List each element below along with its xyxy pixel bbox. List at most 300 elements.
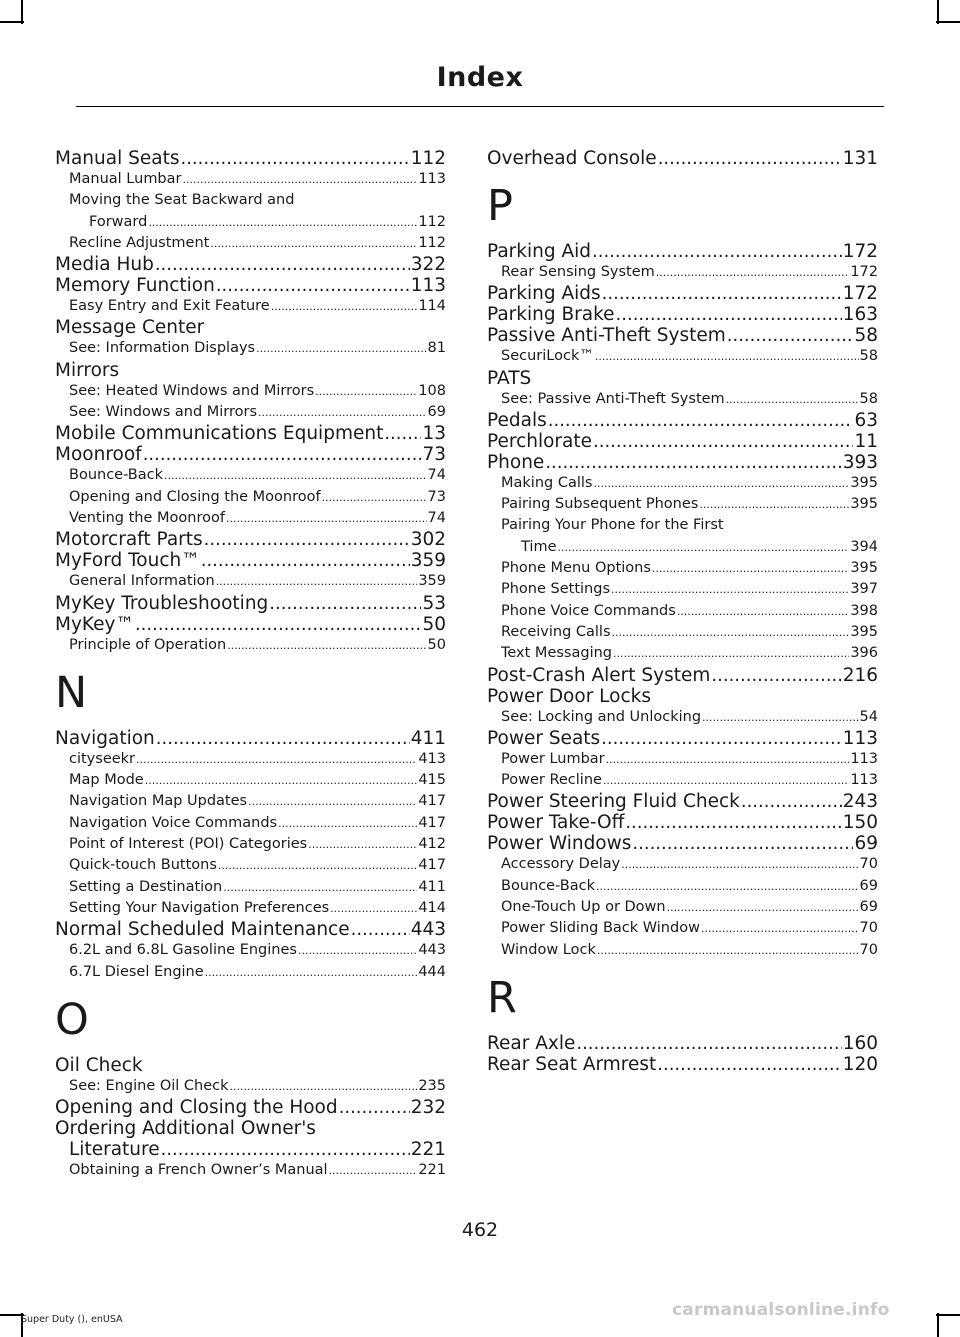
dot-leader <box>545 452 841 473</box>
entry-term: Literature <box>69 1139 160 1161</box>
dot-leader <box>216 571 418 592</box>
entry-page-number: 70 <box>859 856 878 873</box>
crop-mark-bottom-right-h <box>936 1314 960 1316</box>
entry-page-number: 394 <box>850 538 878 555</box>
index-subentry[interactable] <box>487 770 878 791</box>
entry-term: Obtaining a French Owner’s Manual <box>69 1162 328 1179</box>
dot-leader <box>258 402 427 423</box>
dot-leader <box>298 940 417 961</box>
index-subentry[interactable] <box>55 571 446 592</box>
index-subentry[interactable] <box>55 813 446 834</box>
dot-leader <box>701 918 859 939</box>
entry-page-number: 243 <box>842 791 878 813</box>
dot-leader <box>223 877 417 898</box>
index-entry[interactable] <box>487 665 878 686</box>
section-letter: P <box>487 181 513 231</box>
index-column-right <box>487 148 878 1075</box>
entry-page-number: 235 <box>418 1077 446 1094</box>
entry-term: Rear Sensing System <box>501 264 655 280</box>
entry-page-number: 359 <box>410 550 446 572</box>
dot-leader <box>593 431 853 452</box>
dot-leader <box>210 233 417 254</box>
index-subentry[interactable] <box>487 749 878 770</box>
index-subentry[interactable] <box>55 508 446 529</box>
entry-term: Bounce-Back <box>501 877 596 894</box>
entry-page-number: 112 <box>418 234 446 251</box>
index-entry[interactable] <box>55 275 446 296</box>
index-heading: Ordering Additional Owner's <box>55 1118 316 1140</box>
index-entry[interactable] <box>55 550 446 571</box>
index-subentry-continued[interactable] <box>487 537 878 558</box>
dot-leader <box>136 749 417 770</box>
index-subentry[interactable] <box>55 770 446 791</box>
entry-page-number: 443 <box>418 942 446 959</box>
dot-leader <box>611 579 849 600</box>
entry-page-number: 108 <box>418 382 446 399</box>
entry-term: Rear Axle <box>487 1032 576 1054</box>
dot-leader <box>606 749 850 770</box>
dot-leader <box>155 254 410 275</box>
index-entry[interactable] <box>55 919 446 940</box>
index-subentry[interactable] <box>487 262 878 283</box>
entry-term: See: Passive Anti-Theft System <box>501 390 725 407</box>
index-entry[interactable] <box>55 728 446 749</box>
dot-leader <box>548 410 854 431</box>
dot-leader <box>677 601 850 622</box>
entry-page-number: 417 <box>418 857 446 874</box>
section-letter: N <box>55 667 88 718</box>
index-entry[interactable] <box>487 283 878 304</box>
entry-page-number: 58 <box>859 348 878 365</box>
dot-leader <box>226 508 427 529</box>
entry-page-number: 411 <box>418 878 446 895</box>
entry-page-number: 395 <box>850 474 878 491</box>
index-heading: Power Door Locks <box>487 685 652 707</box>
dot-leader <box>632 833 853 854</box>
index-subentry[interactable] <box>55 898 446 919</box>
index-subentry-continued[interactable] <box>55 212 446 233</box>
entry-term: One-Touch Up or Down <box>501 899 666 916</box>
index-entry[interactable] <box>487 791 878 812</box>
entry-page-number: 131 <box>842 148 878 169</box>
index-heading: PATS <box>487 367 532 389</box>
entry-page-number: 359 <box>418 573 446 590</box>
dot-leader <box>726 389 859 410</box>
index-entry[interactable] <box>487 1033 878 1054</box>
entry-page-number: 395 <box>850 496 878 513</box>
page-title: Index <box>436 62 524 93</box>
dot-leader <box>248 791 417 812</box>
index-subentry[interactable] <box>55 402 446 423</box>
dot-leader <box>658 148 842 169</box>
entry-page-number: 172 <box>842 241 878 262</box>
entry-page-number: 412 <box>418 836 446 853</box>
entry-page-number: 395 <box>850 623 878 640</box>
entry-page-number: 160 <box>842 1032 878 1054</box>
entry-page-number: 81 <box>427 340 446 357</box>
index-column-left <box>55 148 446 1181</box>
entry-term: Easy Entry and Exit Feature <box>69 298 270 315</box>
index-entry[interactable] <box>487 241 878 262</box>
entry-page-number: 73 <box>422 444 446 466</box>
index-heading: Message Center <box>55 317 205 339</box>
dot-leader <box>699 494 849 515</box>
entry-term: Recline Adjustment <box>69 234 210 251</box>
entry-page-number: 69 <box>859 877 878 894</box>
entry-page-number: 113 <box>842 727 878 749</box>
index-entry[interactable] <box>55 614 446 635</box>
index-subentry[interactable] <box>55 940 446 961</box>
dot-leader <box>329 1160 418 1181</box>
entry-page-number: 150 <box>842 812 878 834</box>
entry-term: SecuriLock™ <box>501 348 594 365</box>
index-subentry[interactable] <box>487 622 878 643</box>
entry-page-number: 322 <box>410 254 446 276</box>
entry-page-number: 13 <box>422 423 446 445</box>
dot-leader <box>183 169 418 190</box>
entry-term: Making Calls <box>501 474 593 491</box>
entry-term: Setting Your Navigation Preferences <box>69 899 330 916</box>
entry-term: Parking Aid <box>487 241 592 262</box>
page-number: 462 <box>461 1219 499 1241</box>
entry-term: Power Recline <box>501 772 602 789</box>
index-subentry[interactable] <box>55 791 446 812</box>
index-subentry[interactable] <box>55 749 446 770</box>
entry-page-number: 396 <box>850 645 878 662</box>
crop-mark-top-left-h <box>0 21 24 23</box>
entry-term: Navigation Voice Commands <box>69 814 278 831</box>
entry-term: MyKey™ <box>55 613 134 635</box>
dot-leader <box>143 444 422 465</box>
entry-page-number: 417 <box>418 814 446 831</box>
index-subentry[interactable] <box>55 381 446 402</box>
entry-page-number: 414 <box>418 899 446 916</box>
index-subentry[interactable] <box>487 473 878 494</box>
index-entry[interactable] <box>487 410 878 431</box>
entry-term: Manual Seats <box>55 148 180 169</box>
entry-term: See: Engine Oil Check <box>69 1077 229 1094</box>
entry-page-number: 397 <box>850 581 878 598</box>
dot-leader <box>322 487 427 508</box>
index-subentry[interactable] <box>487 940 878 961</box>
index-subentry[interactable] <box>55 338 446 359</box>
index-entry[interactable] <box>55 593 446 614</box>
entry-term: Text Messaging <box>501 645 612 662</box>
dot-leader <box>269 593 421 614</box>
entry-page-number: 69 <box>859 899 878 916</box>
entry-term: Navigation Map Updates <box>69 793 248 810</box>
entry-page-number: 58 <box>859 390 878 407</box>
index-subentry[interactable] <box>487 854 878 875</box>
dot-leader <box>592 241 842 262</box>
entry-term: Media Hub <box>55 254 154 276</box>
entry-term: Phone Menu Options <box>501 560 651 577</box>
section-letter: R <box>487 972 517 1023</box>
dot-leader <box>351 919 410 940</box>
entry-page-number: 70 <box>859 941 878 958</box>
index-entry[interactable] <box>55 529 446 550</box>
entry-page-number: 411 <box>410 727 446 749</box>
entry-term: Navigation <box>55 727 155 749</box>
entry-page-number: 398 <box>850 602 878 619</box>
index-subentry[interactable] <box>487 346 878 367</box>
index-subentry[interactable] <box>55 855 446 876</box>
entry-term: Phone Settings <box>501 581 610 598</box>
dot-leader <box>597 940 859 961</box>
dot-leader <box>602 283 842 304</box>
dot-leader <box>593 473 849 494</box>
dot-leader <box>603 770 849 791</box>
index-heading: Oil Check <box>55 1054 143 1076</box>
index-entry[interactable] <box>487 812 878 833</box>
index-subentry[interactable] <box>487 601 878 622</box>
dot-leader <box>216 275 410 296</box>
entry-page-number: 113 <box>410 275 446 297</box>
entry-page-number: 163 <box>842 304 878 326</box>
index-subentry[interactable] <box>55 465 446 486</box>
index-subentry[interactable] <box>55 962 446 983</box>
entry-page-number: 443 <box>410 919 446 941</box>
entry-term: See: Locking and Unlocking <box>501 708 702 725</box>
dot-leader <box>271 296 418 317</box>
entry-term: Mobile Communications Equipment <box>55 423 384 445</box>
index-entry[interactable] <box>55 254 446 275</box>
entry-page-number: 395 <box>850 560 878 577</box>
entry-term: Power Windows <box>487 833 632 855</box>
entry-page-number: 73 <box>427 488 446 505</box>
entry-page-number: 112 <box>410 148 446 169</box>
entry-term: Phone Voice Commands <box>501 602 676 619</box>
entry-term: Passive Anti-Theft System <box>487 325 726 347</box>
entry-term: Motorcraft Parts <box>55 529 203 551</box>
entry-term: See: Windows and Mirrors <box>69 404 258 421</box>
entry-term: Quick-touch Buttons <box>69 857 217 874</box>
index-entry[interactable] <box>487 431 878 452</box>
entry-page-number: 54 <box>859 708 878 725</box>
entry-term: Parking Brake <box>487 304 615 326</box>
index-entry[interactable] <box>487 325 878 346</box>
dot-leader <box>727 325 854 346</box>
footer-text: Super Duty (), enUSA <box>21 1314 123 1325</box>
index-subentry-wrapped: Pairing Your Phone for the First <box>501 517 724 534</box>
dot-leader <box>278 813 417 834</box>
index-subentry[interactable] <box>55 169 446 190</box>
dot-leader <box>180 148 409 169</box>
entry-page-number: 413 <box>418 750 446 767</box>
entry-term: Principle of Operation <box>69 636 227 653</box>
entry-page-number: 11 <box>854 430 878 452</box>
index-subentry-wrapped: Moving the Seat Backward and <box>69 192 295 209</box>
dot-leader <box>625 812 841 833</box>
index-subentry[interactable] <box>487 494 878 515</box>
index-subentry[interactable] <box>55 233 446 254</box>
entry-page-number: 69 <box>854 833 878 855</box>
entry-term: Normal Scheduled Maintenance <box>55 919 350 941</box>
dot-leader <box>204 529 410 550</box>
entry-term: Window Lock <box>501 941 596 958</box>
dot-leader <box>135 614 422 635</box>
index-entry[interactable] <box>487 728 878 749</box>
entry-page-number: 232 <box>410 1097 446 1119</box>
index-subentry[interactable] <box>55 834 446 855</box>
index-entry[interactable] <box>487 833 878 854</box>
index-subentry[interactable] <box>55 1076 446 1097</box>
index-subentry[interactable] <box>55 296 446 317</box>
entry-term: See: Heated Windows and Mirrors <box>69 382 315 399</box>
index-entry[interactable] <box>487 304 878 325</box>
entry-term: See: Information Displays <box>69 340 256 357</box>
entry-page-number: 113 <box>850 772 878 789</box>
index-subentry[interactable] <box>487 918 878 939</box>
entry-page-number: 50 <box>427 636 446 653</box>
entry-term: Parking Aids <box>487 283 601 305</box>
dot-leader <box>657 1054 841 1075</box>
dot-leader <box>230 1076 418 1097</box>
entry-page-number: 63 <box>854 409 878 431</box>
index-subentry[interactable] <box>487 558 878 579</box>
dot-leader <box>315 381 417 402</box>
entry-page-number: 113 <box>850 750 878 767</box>
entry-term: Opening and Closing the Hood <box>55 1097 338 1119</box>
dot-leader <box>621 854 858 875</box>
dot-leader <box>601 728 842 749</box>
index-subentry[interactable] <box>487 876 878 897</box>
index-subentry[interactable] <box>55 877 446 898</box>
entry-page-number: 444 <box>418 963 446 980</box>
entry-term: MyKey Troubleshooting <box>55 592 269 614</box>
dot-leader <box>156 728 410 749</box>
dot-leader <box>148 212 417 233</box>
entry-term: Power Seats <box>487 727 601 749</box>
entry-term: Memory Function <box>55 275 215 297</box>
entry-page-number: 172 <box>842 283 878 305</box>
index-entry[interactable] <box>55 423 446 444</box>
dot-leader <box>384 423 421 444</box>
entry-page-number: 50 <box>422 613 446 635</box>
dot-leader <box>741 791 842 812</box>
entry-term: cityseekr <box>69 750 136 767</box>
entry-page-number: 221 <box>418 1162 446 1179</box>
entry-term: Power Take-Off <box>487 812 625 834</box>
entry-term: Manual Lumbar <box>69 171 182 187</box>
index-entry[interactable] <box>55 148 446 169</box>
dot-leader <box>339 1097 410 1118</box>
entry-page-number: 70 <box>859 920 878 937</box>
entry-term: Pedals <box>487 409 547 431</box>
entry-term: 6.7L Diesel Engine <box>69 963 204 980</box>
index-subentry[interactable] <box>487 643 878 664</box>
crop-mark-top-right-h <box>936 21 960 23</box>
dot-leader <box>164 465 427 486</box>
index-subentry[interactable] <box>487 897 878 918</box>
entry-term: MyFord Touch™ <box>55 550 200 572</box>
entry-term: Opening and Closing the Moonroof <box>69 488 321 505</box>
entry-term: Perchlorate <box>487 430 593 452</box>
entry-page-number: 112 <box>418 213 446 230</box>
entry-term: Forward <box>89 213 148 230</box>
entry-page-number: 58 <box>854 325 878 347</box>
entry-page-number: 302 <box>410 529 446 551</box>
dot-leader <box>711 665 841 686</box>
dot-leader <box>667 897 859 918</box>
index-heading: Mirrors <box>55 359 120 381</box>
watermark-logo: carmanualsonline.info <box>672 1300 890 1320</box>
entry-page-number: 393 <box>842 451 878 473</box>
entry-term: Bounce-Back <box>69 467 164 484</box>
dot-leader <box>616 304 842 325</box>
dot-leader <box>145 770 418 791</box>
entry-page-number: 415 <box>418 772 446 789</box>
entry-term: Phone <box>487 451 545 473</box>
index-subentry[interactable] <box>487 707 878 728</box>
dot-leader <box>161 1139 410 1160</box>
dot-leader <box>256 338 426 359</box>
crop-mark-bottom-right-v <box>937 1313 939 1337</box>
dot-leader <box>330 898 417 919</box>
index-subentry[interactable] <box>487 579 878 600</box>
index-entry[interactable] <box>487 148 878 169</box>
dot-leader <box>227 635 426 656</box>
index-entry[interactable] <box>55 444 446 465</box>
entry-term: Pairing Subsequent Phones <box>501 496 699 513</box>
entry-page-number: 114 <box>418 298 446 315</box>
entry-term: Receiving Calls <box>501 623 611 640</box>
index-entry[interactable] <box>487 452 878 473</box>
entry-page-number: 53 <box>422 592 446 614</box>
index-entry[interactable] <box>487 1054 878 1075</box>
entry-term: Rear Seat Armrest <box>487 1053 657 1075</box>
dot-leader <box>612 622 850 643</box>
entry-page-number: 113 <box>418 171 446 187</box>
index-subentry[interactable] <box>55 487 446 508</box>
entry-term: Moonroof <box>55 444 142 466</box>
entry-page-number: 417 <box>418 793 446 810</box>
entry-term: Point of Interest (POI) Categories <box>69 836 308 853</box>
dot-leader <box>205 962 418 983</box>
entry-term: Time <box>521 538 557 555</box>
entry-term: Power Sliding Back Window <box>501 920 700 937</box>
dot-leader <box>595 346 859 367</box>
entry-term: Overhead Console <box>487 148 657 169</box>
entry-page-number: 216 <box>842 664 878 686</box>
entry-page-number: 74 <box>427 467 446 484</box>
dot-leader <box>652 558 849 579</box>
entry-page-number: 74 <box>427 509 446 526</box>
index-subentry[interactable] <box>55 1160 446 1181</box>
dot-leader <box>576 1033 841 1054</box>
index-subentry[interactable] <box>487 389 878 410</box>
index-entry-continued[interactable] <box>55 1139 446 1160</box>
entry-term: Accessory Delay <box>501 856 621 873</box>
dot-leader <box>613 643 849 664</box>
entry-term: Power Lumbar <box>501 750 605 767</box>
entry-page-number: 120 <box>842 1053 878 1075</box>
entry-term: Map Mode <box>69 772 144 789</box>
index-entry[interactable] <box>55 1097 446 1118</box>
entry-term: General Information <box>69 573 215 590</box>
dot-leader <box>308 834 417 855</box>
dot-leader <box>656 262 850 283</box>
section-letter: O <box>55 994 89 1045</box>
entry-page-number: 221 <box>410 1139 446 1161</box>
index-subentry[interactable] <box>55 635 446 656</box>
entry-term: Venting the Moonroof <box>69 509 225 526</box>
entry-term: Post-Crash Alert System <box>487 664 711 686</box>
entry-term: Setting a Destination <box>69 878 223 895</box>
dot-leader <box>201 550 410 571</box>
dot-leader <box>596 876 859 897</box>
entry-term: 6.2L and 6.8L Gasoline Engines <box>69 942 297 959</box>
